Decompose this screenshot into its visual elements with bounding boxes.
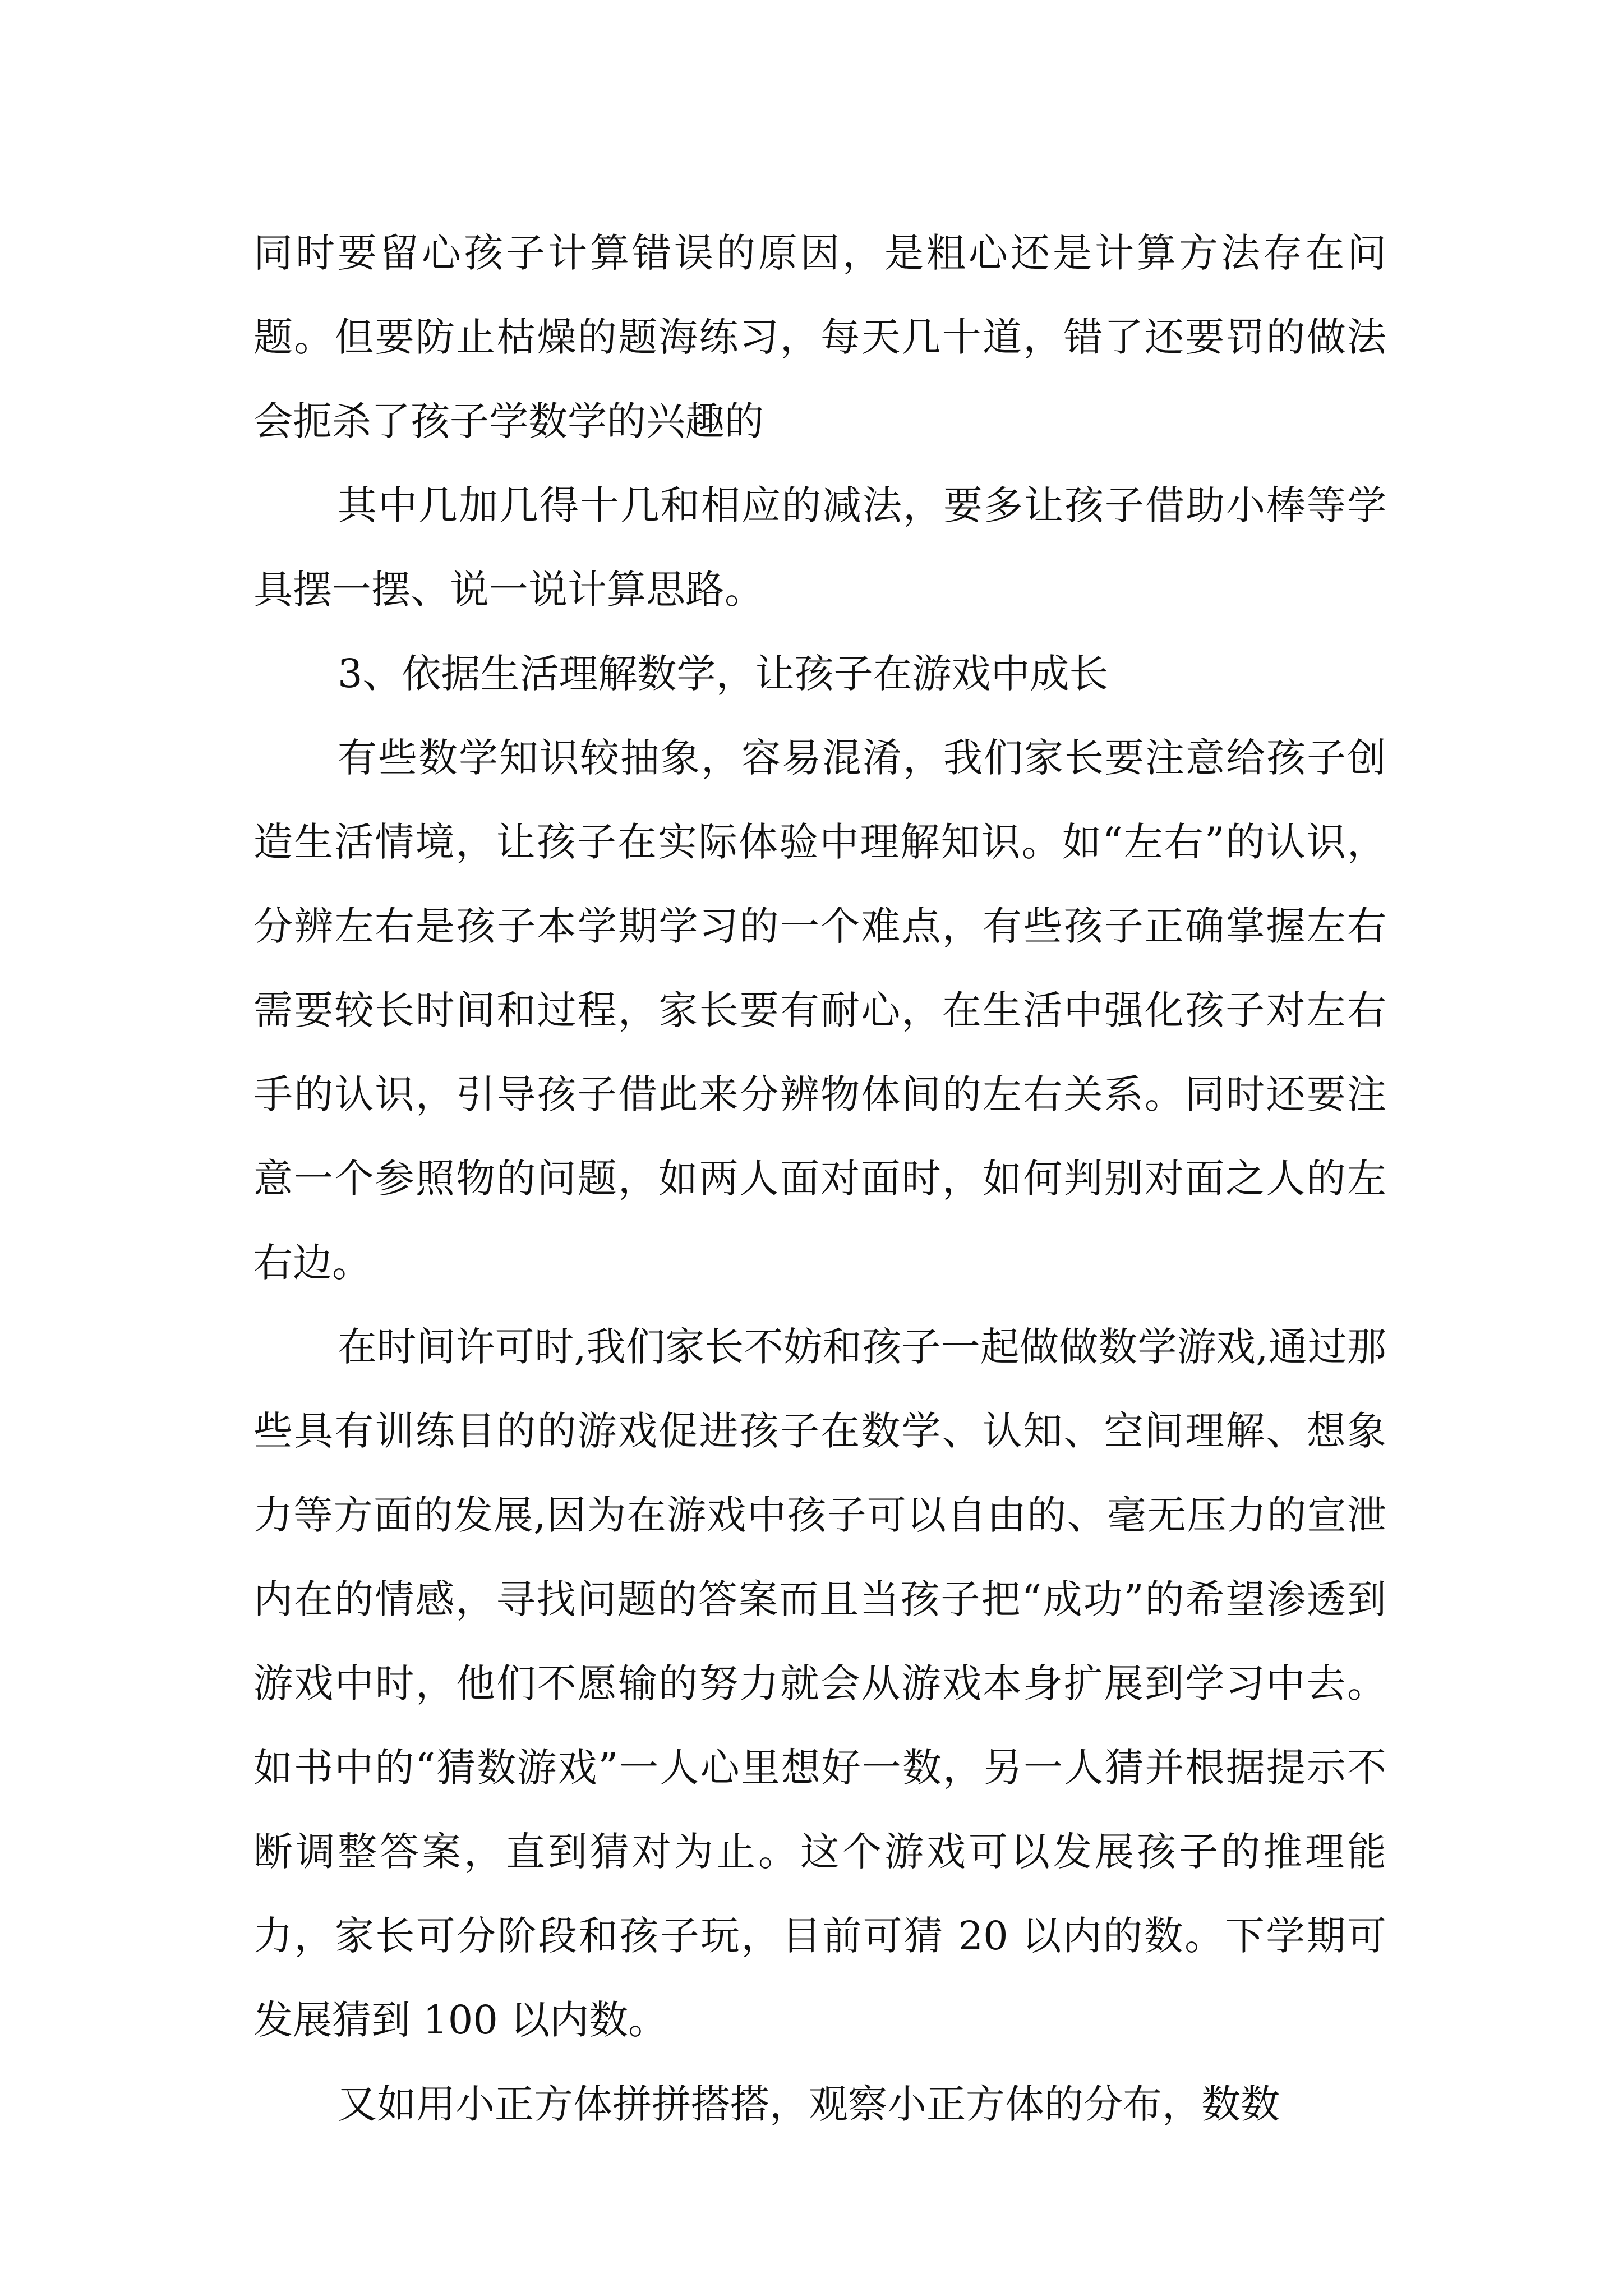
paragraph-2: 其中几加几得十几和相应的减法，要多让孩子借助小棒等学具摆一摆、说一说计算思路。 [253,482,1386,613]
paragraph-5: 在时间许可时,我们家长不妨和孩子一起做做数学游戏,通过那些具有训练目的的游戏促进孩子在数学、认知、空间理解、想象力等方面的发展,因为在游戏中孩子可以自由的、毫无压力的宣泄内在的情感，寻找问题的答案而且当孩子把“成功”的希望渗透到游戏中时，他们不愿输的努力就会从游戏本身扩展到学习中去。如书中的“猜数游戏”一人心里想好一数，另一人猜并根据提示不断调整答案，直到猜对为止。这个游戏可以发展孩子的推理能力，家长可分阶段和孩子玩，目前可猜 20 以内的数。下学期可发展猜到 100 以内数。 [253,1324,1386,2043]
section-heading-3: 3、依据生活理解数学，让孩子在游戏中成长 [338,651,1109,697]
paragraph-4: 有些数学知识较抽象，容易混淆，我们家长要注意给孩子创造生活情境，让孩子在实际体验中理解知识。如“左右”的认识，分辨左右是孩子本学期学习的一个难点，有些孩子正确掌握左右需要较长时间和过程，家长要有耐心，在生活中强化孩子对左右手的认识，引导孩子借此来分辨物体间的左右关系。同时还要注意一个参照物的问题，如两人面对面时，如何判别对面之人的左右边。 [253,735,1386,1286]
document-body [253,211,1386,2146]
paragraph-6: 又如用小正方体拼拼搭搭，观察小正方体的分布，数数 [338,2081,1280,2127]
paragraph-1: 同时要留心孩子计算错误的原因，是粗心还是计算方法存在问题。但要防止枯燥的题海练习，每天几十道，错了还要罚的做法会扼杀了孩子学数学的兴趣的 [253,230,1386,444]
